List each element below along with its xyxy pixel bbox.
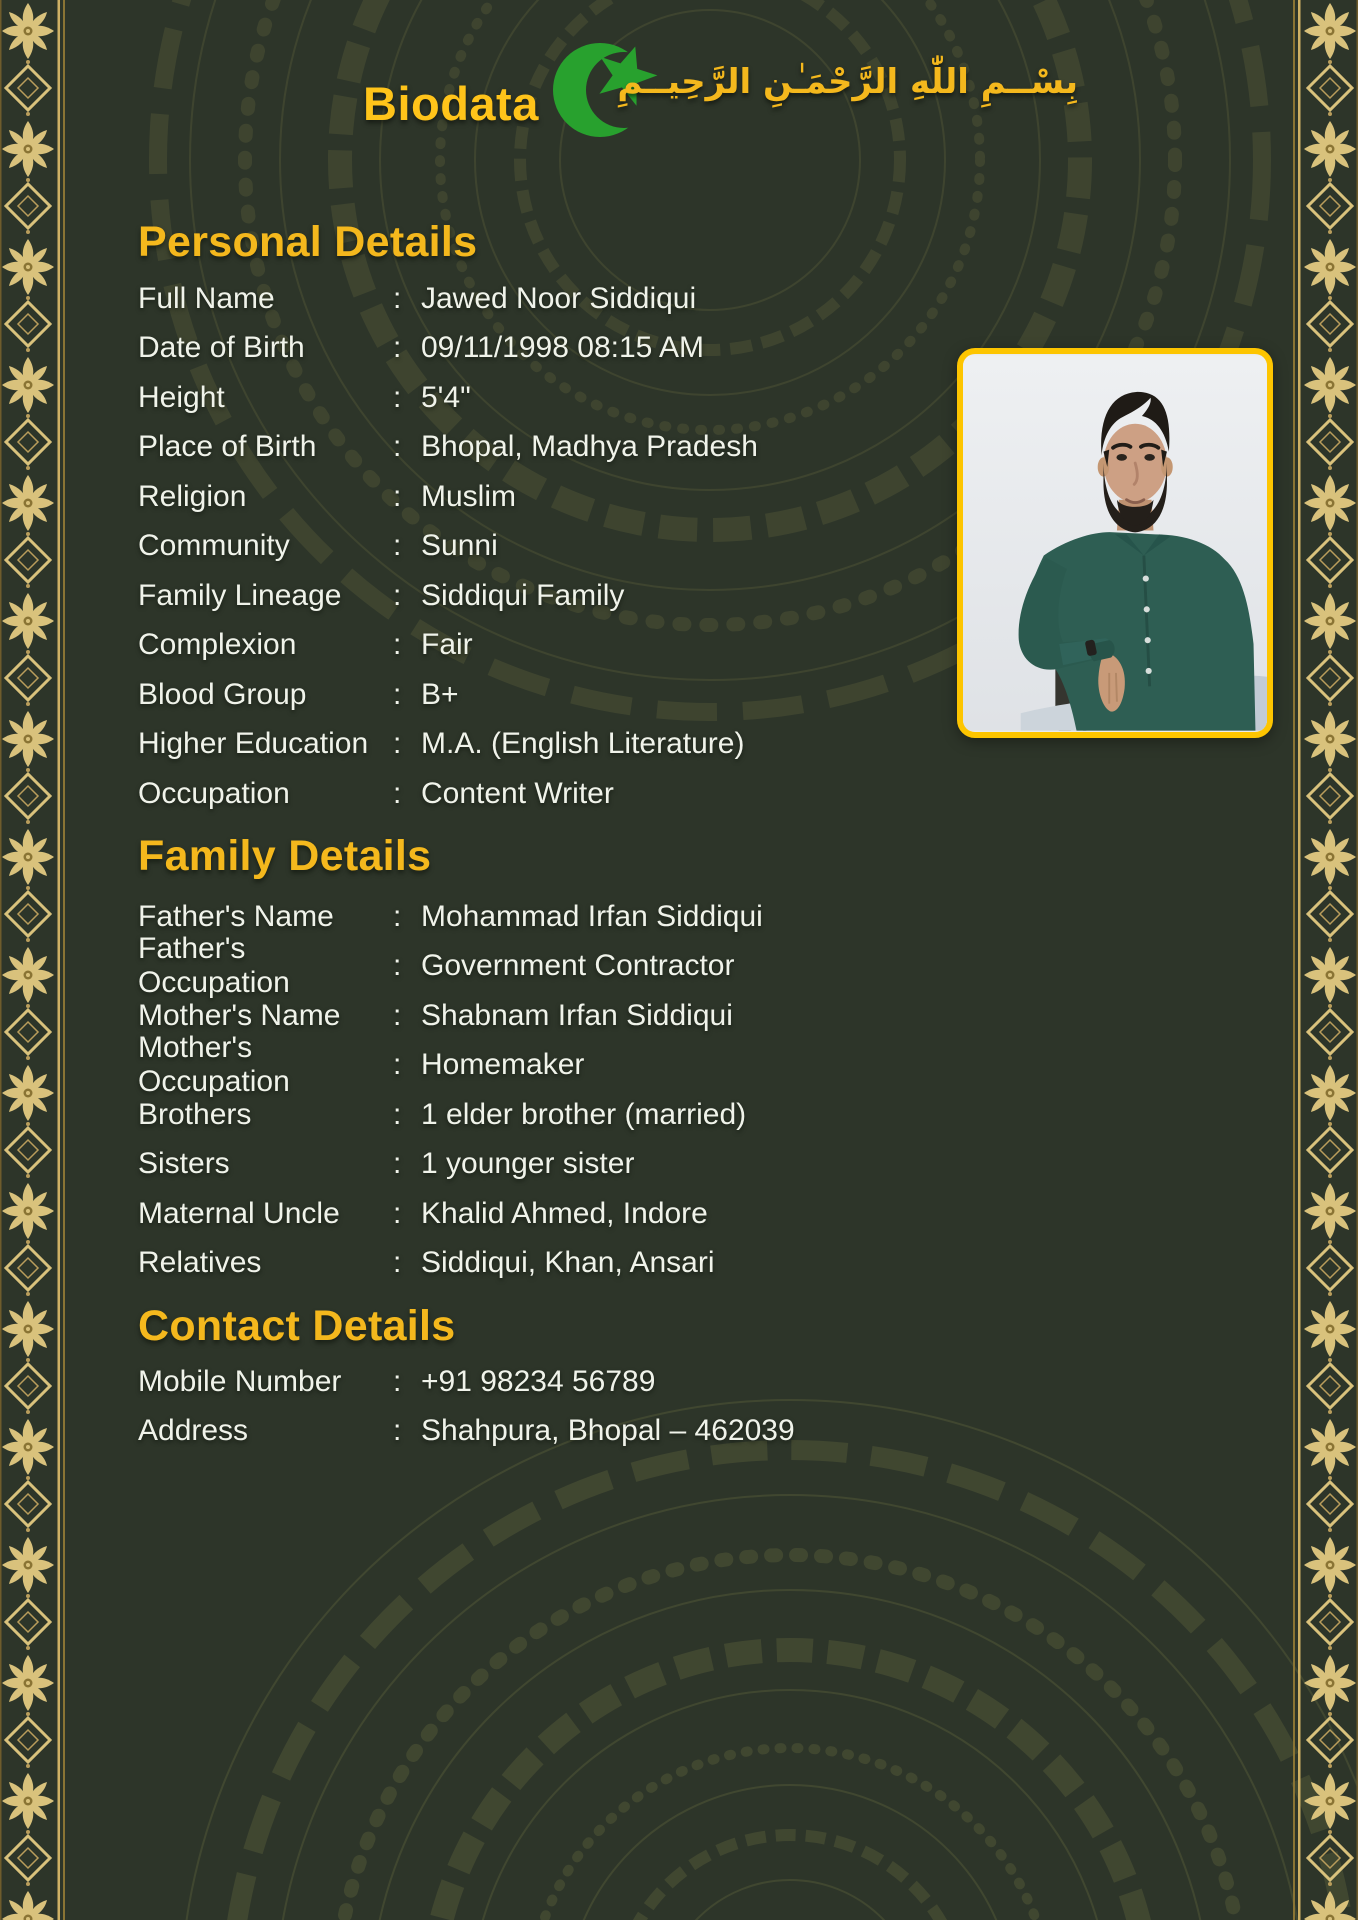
colon-separator: : (393, 899, 402, 933)
field-label: Religion (138, 479, 247, 513)
detail-row (138, 1357, 795, 1407)
colon-separator: : (393, 430, 402, 464)
colon-separator: : (393, 1364, 402, 1398)
colon-separator: : (393, 380, 402, 414)
field-value: Shabnam Irfan Siddiqui (421, 998, 733, 1032)
colon-separator: : (393, 1147, 402, 1181)
family-details-rows (138, 892, 763, 1288)
family-details-heading: Family Details (138, 832, 432, 880)
detail-row (138, 571, 758, 621)
field-value: 09/11/1998 08:15 AM (421, 331, 705, 365)
field-label: Mobile Number (138, 1364, 342, 1398)
detail-row (138, 1140, 763, 1190)
colon-separator: : (393, 331, 402, 365)
field-value: B+ (421, 677, 459, 711)
colon-separator: : (393, 1246, 402, 1280)
detail-row (138, 472, 758, 522)
detail-row (138, 1239, 763, 1289)
detail-row (138, 274, 758, 324)
colon-separator: : (393, 776, 402, 810)
profile-photo (957, 348, 1273, 738)
field-value: Homemaker (421, 1048, 585, 1082)
field-label: Father's Occupation (138, 932, 290, 1000)
field-label: Community (138, 529, 290, 563)
ornamental-border-right (1288, 0, 1358, 1920)
field-value: Government Contractor (421, 949, 735, 983)
field-value: Shahpura, Bhopal – 462039 (421, 1414, 795, 1448)
field-label: Higher Education (138, 727, 369, 761)
colon-separator: : (393, 1048, 402, 1082)
colon-separator: : (393, 949, 402, 983)
contact-details-rows (138, 1357, 795, 1456)
field-label: Brothers (138, 1097, 252, 1131)
field-label: Father's Name (138, 899, 334, 933)
field-value: Jawed Noor Siddiqui (421, 281, 697, 315)
detail-row (138, 423, 758, 473)
field-label: Occupation (138, 776, 290, 810)
field-label: Mother's Occupation (138, 1031, 290, 1099)
field-label: Blood Group (138, 677, 307, 711)
header (0, 0, 1358, 170)
detail-row (138, 373, 758, 423)
field-label: Family Lineage (138, 578, 342, 612)
field-label: Complexion (138, 628, 297, 662)
detail-row (138, 324, 758, 374)
personal-details-heading: Personal Details (138, 218, 478, 266)
field-label: Full Name (138, 281, 275, 315)
field-value: Content Writer (421, 776, 614, 810)
field-value: Siddiqui Family (421, 578, 625, 612)
field-value: Siddiqui, Khan, Ansari (421, 1246, 715, 1280)
field-label: Relatives (138, 1246, 262, 1280)
ornamental-border-left (0, 0, 70, 1920)
field-value: 1 elder brother (married) (421, 1097, 747, 1131)
colon-separator: : (393, 998, 402, 1032)
field-value: Mohammad Irfan Siddiqui (421, 899, 763, 933)
detail-row (138, 1407, 795, 1457)
field-label: Sisters (138, 1147, 230, 1181)
detail-row (138, 621, 758, 671)
detail-row (138, 1090, 763, 1140)
field-value: 1 younger sister (421, 1147, 635, 1181)
contact-details-heading: Contact Details (138, 1302, 456, 1350)
colon-separator: : (393, 727, 402, 761)
colon-separator: : (393, 677, 402, 711)
field-value: Bhopal, Madhya Pradesh (421, 430, 758, 464)
field-label: Place of Birth (138, 430, 317, 464)
bismillah-calligraphy: بِسْــمِ اللّٰهِ الرَّحْمَـٰنِ الرَّحِيــمِ (617, 62, 1078, 102)
detail-row (138, 769, 758, 819)
detail-row (138, 670, 758, 720)
field-label: Height (138, 380, 225, 414)
field-label: Address (138, 1414, 249, 1448)
colon-separator: : (393, 281, 402, 315)
colon-separator: : (393, 1414, 402, 1448)
colon-separator: : (393, 1196, 402, 1230)
detail-row (138, 1031, 763, 1099)
personal-details-rows (138, 274, 758, 819)
field-value: Fair (421, 628, 473, 662)
field-value: Khalid Ahmed, Indore (421, 1196, 708, 1230)
field-value: +91 98234 56789 (421, 1364, 656, 1398)
detail-row (138, 522, 758, 572)
field-label: Mother's Name (138, 998, 341, 1032)
colon-separator: : (393, 529, 402, 563)
field-value: Sunni (421, 529, 498, 563)
field-label: Date of Birth (138, 331, 305, 365)
colon-separator: : (393, 479, 402, 513)
field-label: Maternal Uncle (138, 1196, 340, 1230)
colon-separator: : (393, 628, 402, 662)
page-title: Biodata (363, 77, 539, 130)
colon-separator: : (393, 1097, 402, 1131)
detail-row (138, 1189, 763, 1239)
detail-row (138, 720, 758, 770)
field-value: Muslim (421, 479, 516, 513)
field-value: M.A. (English Literature) (421, 727, 745, 761)
colon-separator: : (393, 578, 402, 612)
field-value: 5'4" (421, 380, 471, 414)
detail-row (138, 932, 763, 1000)
